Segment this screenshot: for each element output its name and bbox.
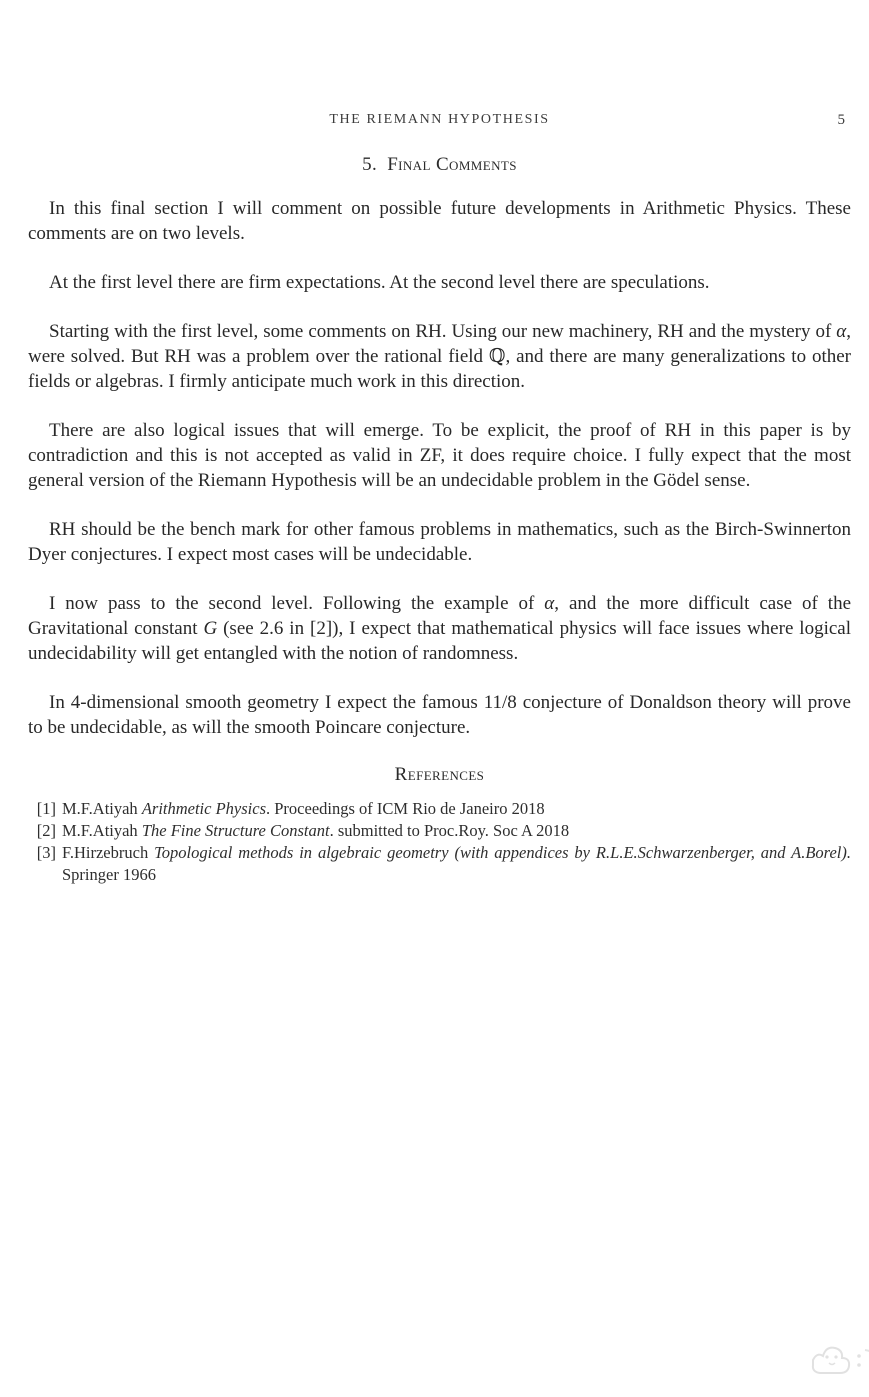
references-heading: References xyxy=(394,764,485,785)
reference-label: [2] xyxy=(36,821,56,840)
paragraph-6: I now pass to the second level. Following the example of α, and the more difficult case of the Gravitational constant G (see 2.6 in [2]), I expect that mathematical physics will face issues where logical undecidability will get entangled with the notion of randomness. xyxy=(28,593,852,664)
reference-label: [3] xyxy=(36,843,56,862)
paragraph-1: In this final section I will comment on possible future developments in Arithmetic Physics. These comments are on two levels. xyxy=(28,198,851,244)
paragraph-5: RH should be the bench mark for other famous problems in mathematics, such as the Birch-Swinnerton Dyer conjectures. I expect most cases will be undecidable. xyxy=(28,519,851,565)
paragraph-7: In 4-dimensional smooth geometry I expect the famous 11/8 conjecture of Donaldson theory will prove to be undecidable, as will the smooth Poincare conjecture. xyxy=(28,692,851,738)
reference-text: M.F.Atiyah Arithmetic Physics. Proceedings of ICM Rio de Janeiro 2018 xyxy=(62,799,545,818)
running-title: THE RIEMANN HYPOTHESIS xyxy=(329,112,550,127)
section-title: Final Comments xyxy=(387,154,517,175)
reference-label: [1] xyxy=(36,799,56,818)
running-header xyxy=(28,112,851,130)
section-heading xyxy=(28,154,851,176)
section-number: 5. xyxy=(362,154,378,175)
reference-item xyxy=(36,842,851,886)
paragraph-4: There are also logical issues that will emerge. To be explicit, the proof of RH in this paper is by contradiction and this is not accepted as valid in ZF, it does require choice. I fully expect that the most general version of the Riemann Hypothesis will be an undecidable problem in the Gödel sense. xyxy=(28,420,851,491)
reference-item xyxy=(36,820,851,842)
watermark-icon xyxy=(807,1330,869,1381)
paragraph-2: At the first level there are firm expectations. At the second level there are speculations. xyxy=(49,272,710,293)
page-number: 5 xyxy=(837,112,845,128)
reference-text: M.F.Atiyah The Fine Structure Constant. submitted to Proc.Roy. Soc A 2018 xyxy=(62,821,570,840)
reference-text: F.Hirzebruch Topological methods in algebraic geometry (with appendices by R.L.E.Schwarzenberger, and A.Borel). Springer 1966 xyxy=(62,843,851,884)
reference-item xyxy=(36,798,851,820)
paragraph-3: Starting with the first level, some comments on RH. Using our new machinery, RH and the mystery of α, were solved. But RH was a problem over the rational field ℚ, and there are many generalizations to other fields or algebras. I firmly anticipate much work in this direction. xyxy=(28,321,851,392)
references-list xyxy=(28,798,851,886)
